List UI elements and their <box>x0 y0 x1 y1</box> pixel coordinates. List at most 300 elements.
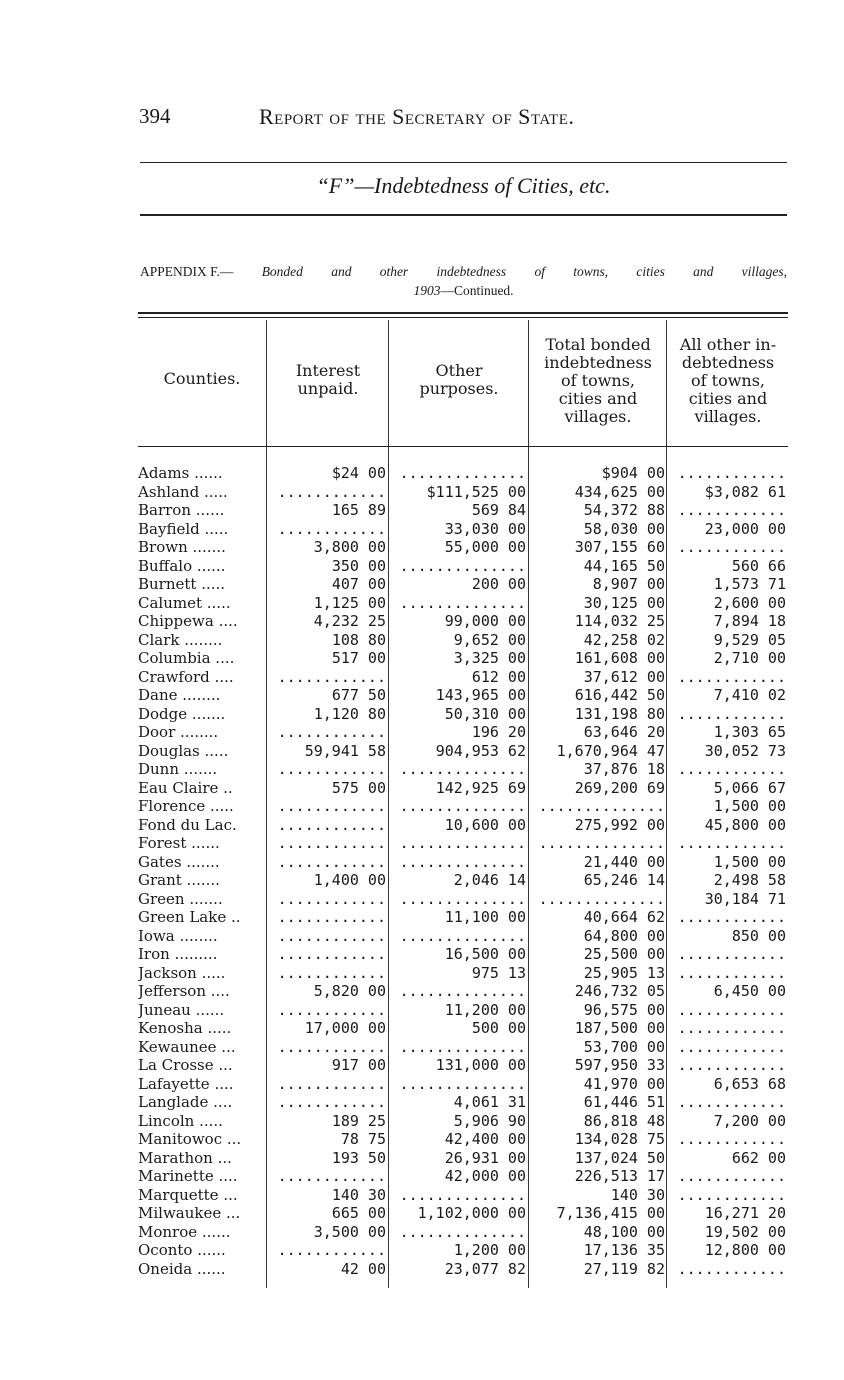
cell-interest: ............ <box>277 889 386 908</box>
cell-other: 2,046 14 <box>453 871 526 889</box>
cell-total: 1,670,964 47 <box>556 741 665 760</box>
cell-total: 44,165 50 <box>583 556 665 575</box>
cell-all-other: 19,502 00 <box>704 1222 786 1241</box>
cell-county: Grant ....... <box>138 871 220 889</box>
cell-other: 143,965 00 <box>435 686 526 704</box>
cell-interest: 5,820 00 <box>313 982 386 1000</box>
cell-interest: 3,800 00 <box>313 538 386 556</box>
caption-word: cities <box>636 264 665 279</box>
cell-total: 37,612 00 <box>583 667 665 686</box>
cell-county: Douglas ..... <box>138 741 229 760</box>
cell-other: 4,061 31 <box>453 1093 526 1111</box>
cell-other: 904,953 62 <box>435 741 526 760</box>
table-row <box>138 594 788 613</box>
cell-total: 54,372 88 <box>583 501 665 519</box>
table-row <box>138 1112 788 1131</box>
cell-interest: 59,941 58 <box>304 741 386 760</box>
cell-other: .............. <box>399 1222 526 1241</box>
cell-other: 131,000 00 <box>435 1056 526 1074</box>
cell-other: 569 84 <box>471 501 526 519</box>
cell-total: 187,500 00 <box>574 1019 665 1037</box>
cell-other: .............. <box>399 760 526 778</box>
cell-county: Green Lake .. <box>138 908 241 926</box>
cell-interest: 1,120 80 <box>313 704 386 723</box>
cell-all-other: ............ <box>677 963 786 982</box>
cell-other: 200 00 <box>471 575 526 593</box>
cell-interest: ............ <box>277 482 386 501</box>
cell-other: 612 00 <box>471 667 526 686</box>
cell-county: Marathon ... <box>138 1148 232 1167</box>
table-row <box>138 1204 788 1223</box>
running-title: Report of the Secretary of State. <box>259 104 575 129</box>
table-row <box>138 1001 788 1020</box>
cell-all-other: ............ <box>677 538 786 556</box>
cell-county: Milwaukee ... <box>138 1204 241 1222</box>
table-row <box>138 853 788 872</box>
cell-total: 86,818 48 <box>583 1111 665 1130</box>
cell-county: Eau Claire .. <box>138 778 233 797</box>
header-line: All other in- <box>679 335 777 354</box>
cell-county: Dunn ....... <box>138 760 218 778</box>
cell-other: 99,000 00 <box>444 612 526 630</box>
cell-interest: ............ <box>277 963 386 982</box>
cell-total: 65,246 14 <box>583 871 665 889</box>
cell-interest: 1,400 00 <box>313 871 386 889</box>
cell-interest: ............ <box>277 760 386 778</box>
cell-county: Ashland ..... <box>138 482 228 501</box>
cell-all-other: 12,800 00 <box>704 1241 786 1259</box>
cell-other: 33,030 00 <box>444 519 526 538</box>
cell-all-other: ............ <box>677 1019 786 1037</box>
header-line: Total bonded <box>545 335 651 354</box>
cell-total: 7,136,415 00 <box>556 1204 665 1222</box>
cell-county: Marquette ... <box>138 1185 238 1204</box>
cell-other: .............. <box>399 834 526 852</box>
cell-total: $904 00 <box>601 464 665 482</box>
table-row <box>138 483 788 502</box>
cell-county: Oconto ...... <box>138 1241 226 1259</box>
cell-interest: ............ <box>277 667 386 686</box>
cell-county: La Crosse ... <box>138 1056 233 1074</box>
cell-all-other: 5,066 67 <box>713 778 786 797</box>
cell-total: 161,608 00 <box>574 649 665 667</box>
cell-other: 196 20 <box>471 723 526 741</box>
cell-total: 25,500 00 <box>583 945 665 963</box>
cell-county: Juneau ...... <box>138 1000 225 1019</box>
cell-interest: ............ <box>277 797 386 815</box>
table-row <box>138 575 788 594</box>
cell-county: Columbia .... <box>138 649 235 667</box>
caption-line-1 <box>140 262 787 281</box>
cell-interest: 4,232 25 <box>313 612 386 630</box>
cell-interest: 3,500 00 <box>313 1222 386 1241</box>
table-row <box>138 797 788 816</box>
cell-total: 21,440 00 <box>583 852 665 871</box>
cell-county: Florence ..... <box>138 797 234 815</box>
cell-total: .............. <box>538 797 665 815</box>
cell-interest: 17,000 00 <box>304 1019 386 1037</box>
table-row <box>138 1149 788 1168</box>
cell-all-other: 23,000 00 <box>704 519 786 538</box>
header-all-other <box>668 336 788 426</box>
cell-other: .............. <box>399 797 526 815</box>
header-line: cities and <box>558 389 638 408</box>
header-line: debtedness <box>681 353 775 372</box>
cell-total: 96,575 00 <box>583 1000 665 1019</box>
cell-total: 275,992 00 <box>574 815 665 834</box>
header-line: of towns, <box>561 371 635 390</box>
table-row <box>138 538 788 557</box>
cell-interest: 350 00 <box>331 556 386 575</box>
table-row <box>138 1019 788 1038</box>
cell-county: Jefferson .... <box>138 982 230 1000</box>
cell-interest: 42 00 <box>340 1259 386 1278</box>
table-body <box>138 464 788 1278</box>
table-row <box>138 834 788 853</box>
cell-all-other: 1,500 00 <box>713 797 786 815</box>
cell-all-other: ............ <box>677 704 786 723</box>
cell-county: Barron ...... <box>138 501 225 519</box>
cell-interest: 665 00 <box>331 1204 386 1222</box>
cell-county: Green ....... <box>138 889 223 908</box>
cell-all-other: ............ <box>677 1037 786 1056</box>
cell-all-other: 45,800 00 <box>704 815 786 834</box>
cell-other: 10,600 00 <box>444 815 526 834</box>
caption-word: villages, <box>741 264 787 279</box>
cell-other: 1,102,000 00 <box>417 1204 526 1222</box>
cell-county: Oneida ...... <box>138 1259 226 1278</box>
cell-county: Langlade .... <box>138 1093 233 1111</box>
caption-word: of <box>534 264 545 279</box>
cell-interest: ............ <box>277 1037 386 1056</box>
cell-other: 42,400 00 <box>444 1130 526 1148</box>
cell-all-other: ............ <box>677 1167 786 1185</box>
header-line: Interest <box>295 361 361 380</box>
cell-other: 16,500 00 <box>444 945 526 963</box>
cell-interest: 517 00 <box>331 649 386 667</box>
cell-interest: ............ <box>277 1241 386 1259</box>
cell-other: .............. <box>399 982 526 1000</box>
table-row <box>138 1241 788 1260</box>
cell-total: 63,646 20 <box>583 723 665 741</box>
cell-county: Forest ...... <box>138 834 220 852</box>
cell-other: 11,200 00 <box>444 1000 526 1019</box>
table-row <box>138 816 788 835</box>
table-caption <box>140 262 787 300</box>
cell-total: .............. <box>538 889 665 908</box>
table-row <box>138 1186 788 1205</box>
cell-all-other: 6,450 00 <box>713 982 786 1000</box>
cell-county: Adams ...... <box>138 464 223 482</box>
cell-total: 8,907 00 <box>592 575 665 593</box>
cell-total: 134,028 75 <box>574 1130 665 1148</box>
cell-total: 53,700 00 <box>583 1037 665 1056</box>
cell-county: Lafayette .... <box>138 1074 234 1093</box>
cell-interest: 407 00 <box>331 575 386 593</box>
table-row <box>138 686 788 705</box>
cell-other: .............. <box>399 889 526 908</box>
cell-interest: 677 50 <box>331 686 386 704</box>
cell-county: Gates ....... <box>138 852 220 871</box>
table-row <box>138 649 788 668</box>
cell-other: 55,000 00 <box>444 538 526 556</box>
cell-all-other: 2,710 00 <box>713 649 786 667</box>
caption-label: APPENDIX F.— <box>140 264 234 279</box>
header-line: purposes. <box>419 379 499 398</box>
table-row <box>138 1167 788 1186</box>
table-row <box>138 890 788 909</box>
cell-total: .............. <box>538 834 665 852</box>
header-other-purposes <box>390 362 528 398</box>
running-head <box>139 104 789 134</box>
header-line: villages. <box>564 407 632 426</box>
cell-other: 50,310 00 <box>444 704 526 723</box>
table-row <box>138 501 788 520</box>
caption-word: other <box>379 264 409 279</box>
cell-county: Kenosha ..... <box>138 1019 232 1037</box>
cell-all-other: $3,082 61 <box>704 482 786 501</box>
cell-total: 30,125 00 <box>583 593 665 612</box>
cell-interest: 78 75 <box>340 1130 386 1148</box>
caption-suffix: —Continued. <box>440 283 514 298</box>
cell-county: Calumet ..... <box>138 593 231 612</box>
table-row <box>138 1130 788 1149</box>
table-row <box>138 908 788 927</box>
cell-interest: ............ <box>277 723 386 741</box>
cell-all-other: ............ <box>677 667 786 686</box>
cell-all-other: 7,894 18 <box>713 612 786 630</box>
cell-other: .............. <box>399 593 526 612</box>
cell-all-other: ............ <box>677 501 786 519</box>
table-top-rule-thin <box>138 317 788 318</box>
cell-county: Crawford .... <box>138 667 234 686</box>
cell-total: 61,446 51 <box>583 1093 665 1111</box>
table-row <box>138 557 788 576</box>
table-row <box>138 1075 788 1094</box>
cell-interest: ............ <box>277 1000 386 1019</box>
cell-total: 434,625 00 <box>574 482 665 501</box>
cell-county: Chippewa .... <box>138 612 238 630</box>
cell-all-other: 560 66 <box>731 556 786 575</box>
cell-other: 1,200 00 <box>453 1241 526 1259</box>
cell-all-other: 7,410 02 <box>713 686 786 704</box>
cell-all-other: 9,529 05 <box>713 630 786 649</box>
cell-all-other: 7,200 00 <box>713 1111 786 1130</box>
cell-interest: 140 30 <box>331 1185 386 1204</box>
cell-all-other: 16,271 20 <box>704 1204 786 1222</box>
cell-other: 42,000 00 <box>444 1167 526 1185</box>
table-row <box>138 1038 788 1057</box>
cell-interest: 1,125 00 <box>313 593 386 612</box>
cell-all-other: ............ <box>677 945 786 963</box>
header-line: cities and <box>688 389 768 408</box>
cell-other: 3,325 00 <box>453 649 526 667</box>
header-interest <box>268 362 388 398</box>
table-row <box>138 520 788 539</box>
cell-interest: ............ <box>277 815 386 834</box>
section-title: “F”—Indebtedness of Cities, etc. <box>316 173 611 198</box>
cell-total: 37,876 18 <box>583 760 665 778</box>
table-row <box>138 1056 788 1075</box>
cell-county: Manitowoc ... <box>138 1130 242 1148</box>
caption-word: towns, <box>573 264 609 279</box>
cell-total: 597,950 33 <box>574 1056 665 1074</box>
header-line: of towns, <box>691 371 765 390</box>
cell-county: Dodge ....... <box>138 704 226 723</box>
cell-total: 58,030 00 <box>583 519 665 538</box>
page-number: 394 <box>139 104 171 128</box>
cell-total: 41,970 00 <box>583 1074 665 1093</box>
cell-interest: 189 25 <box>331 1111 386 1130</box>
cell-total: 131,198 80 <box>574 704 665 723</box>
cell-county: Dane ........ <box>138 686 221 704</box>
table-row <box>138 779 788 798</box>
cell-total: 246,732 05 <box>574 982 665 1000</box>
table-row <box>138 1223 788 1242</box>
cell-other: 11,100 00 <box>444 908 526 926</box>
cell-all-other: ............ <box>677 834 786 852</box>
table-top-rule <box>138 312 788 314</box>
cell-total: 226,513 17 <box>574 1167 665 1185</box>
cell-county: Iowa ........ <box>138 926 218 945</box>
cell-all-other: ............ <box>677 1093 786 1111</box>
cell-total: 307,155 60 <box>574 538 665 556</box>
caption-word: and <box>693 264 714 279</box>
table-row <box>138 982 788 1001</box>
cell-all-other: ............ <box>677 760 786 778</box>
cell-all-other: 30,184 71 <box>704 889 786 908</box>
header-line: indebtedness <box>544 353 652 372</box>
table-row <box>138 927 788 946</box>
cell-other: .............. <box>399 926 526 945</box>
cell-interest: $24 00 <box>331 464 386 482</box>
cell-all-other: 2,600 00 <box>713 593 786 612</box>
cell-total: 48,100 00 <box>583 1222 665 1241</box>
cell-county: Kewaunee ... <box>138 1037 236 1056</box>
table-row <box>138 871 788 890</box>
cell-other: .............. <box>399 464 526 482</box>
cell-total: 114,032 25 <box>574 612 665 630</box>
cell-interest: 917 00 <box>331 1056 386 1074</box>
cell-total: 64,800 00 <box>583 926 665 945</box>
table-row <box>138 742 788 761</box>
header-line: Other <box>435 361 483 380</box>
cell-total: 137,024 50 <box>574 1148 665 1167</box>
cell-county: Jackson ..... <box>138 963 226 982</box>
cell-interest: ............ <box>277 908 386 926</box>
table-row <box>138 1093 788 1112</box>
cell-all-other: ............ <box>677 1000 786 1019</box>
header-line: villages. <box>694 407 762 426</box>
table-row <box>138 631 788 650</box>
header-bottom-rule <box>138 446 788 447</box>
cell-interest: ............ <box>277 1093 386 1111</box>
table-row <box>138 668 788 687</box>
cell-interest: ............ <box>277 926 386 945</box>
cell-other: $111,525 00 <box>426 482 526 501</box>
cell-interest: 108 80 <box>331 630 386 649</box>
cell-total: 25,905 13 <box>583 963 665 982</box>
cell-county: Buffalo ...... <box>138 556 226 575</box>
cell-other: 500 00 <box>471 1019 526 1037</box>
cell-total: 616,442 50 <box>574 686 665 704</box>
table-row <box>138 1260 788 1279</box>
cell-county: Marinette .... <box>138 1167 238 1185</box>
cell-other: .............. <box>399 556 526 575</box>
cell-total: 27,119 82 <box>583 1259 665 1278</box>
cell-all-other: 2,498 58 <box>713 871 786 889</box>
cell-all-other: ............ <box>677 1259 786 1278</box>
cell-interest: 165 89 <box>331 501 386 519</box>
caption-word: and <box>331 264 352 279</box>
cell-other: 9,652 00 <box>453 630 526 649</box>
cell-all-other: 1,573 71 <box>713 575 786 593</box>
cell-all-other: 1,303 65 <box>713 723 786 741</box>
cell-county: Clark ........ <box>138 630 223 649</box>
cell-all-other: ............ <box>677 1056 786 1074</box>
cell-other: 975 13 <box>471 963 526 982</box>
header-line: unpaid. <box>297 379 359 398</box>
cell-all-other: 1,500 00 <box>713 852 786 871</box>
cell-county: Bayfield ..... <box>138 519 229 538</box>
cell-other: 142,925 69 <box>435 778 526 797</box>
cell-county: Iron ......... <box>138 945 218 963</box>
cell-total: 17,136 35 <box>583 1241 665 1259</box>
cell-county: Lincoln ..... <box>138 1111 223 1130</box>
cell-total: 42,258 02 <box>583 630 665 649</box>
cell-all-other: 30,052 73 <box>704 741 786 760</box>
caption-word: indebtedness <box>436 264 507 279</box>
cell-total: 140 30 <box>610 1185 665 1204</box>
cell-all-other: ............ <box>677 908 786 926</box>
top-rule <box>140 162 787 163</box>
table-row <box>138 964 788 983</box>
cell-county: Burnett ..... <box>138 575 226 593</box>
cell-interest: 193 50 <box>331 1148 386 1167</box>
cell-other: 5,906 90 <box>453 1111 526 1130</box>
cell-other: .............. <box>399 1074 526 1093</box>
cell-interest: ............ <box>277 1167 386 1185</box>
cell-all-other: ............ <box>677 464 786 482</box>
cell-county: Fond du Lac. <box>138 815 237 834</box>
cell-interest: ............ <box>277 945 386 963</box>
cell-all-other: ............ <box>677 1185 786 1204</box>
cell-interest: ............ <box>277 852 386 871</box>
table-row <box>138 945 788 964</box>
cell-county: Monroe ...... <box>138 1222 231 1241</box>
table-row <box>138 760 788 779</box>
table-row <box>138 705 788 724</box>
header-counties <box>138 370 266 388</box>
cell-all-other: 662 00 <box>731 1148 786 1167</box>
header-total-bonded <box>530 336 666 426</box>
cell-all-other: 6,653 68 <box>713 1074 786 1093</box>
cell-other: .............. <box>399 1037 526 1056</box>
cell-county: Brown ....... <box>138 538 226 556</box>
header-counties-text: Counties. <box>163 369 241 388</box>
cell-other: 26,931 00 <box>444 1148 526 1167</box>
table-row <box>138 723 788 742</box>
cell-total: 40,664 62 <box>583 908 665 926</box>
cell-interest: ............ <box>277 519 386 538</box>
cell-other: .............. <box>399 1185 526 1204</box>
cell-interest: ............ <box>277 834 386 852</box>
cell-interest: ............ <box>277 1074 386 1093</box>
caption-word: Bonded <box>261 264 303 279</box>
cell-other: 23,077 82 <box>444 1259 526 1278</box>
cell-interest: 575 00 <box>331 778 386 797</box>
table-row <box>138 464 788 483</box>
